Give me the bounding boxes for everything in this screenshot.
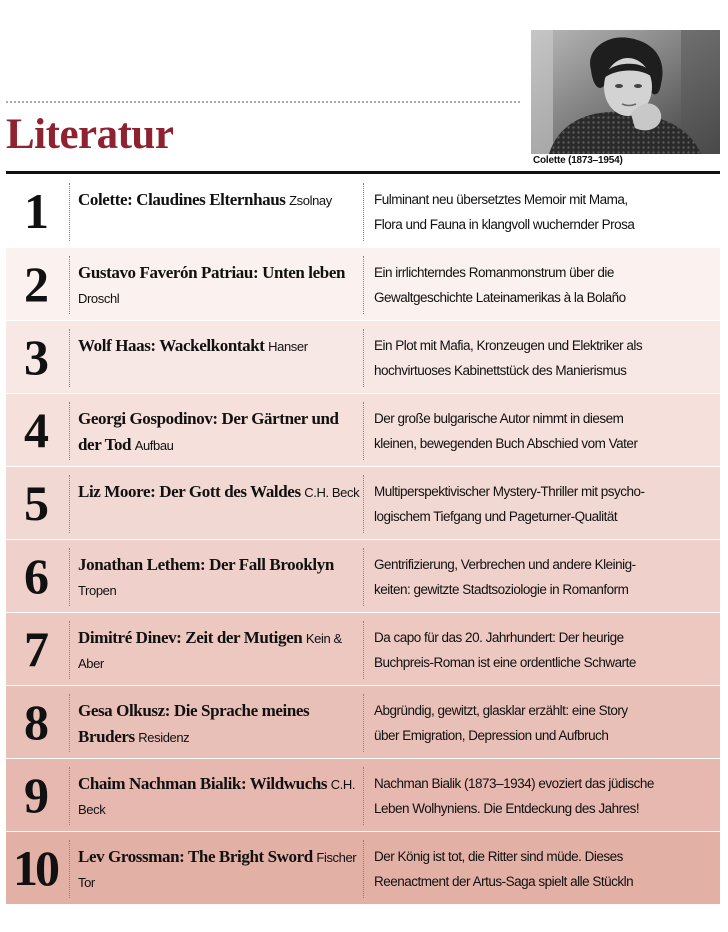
column-divider bbox=[69, 329, 70, 387]
portrait-photo bbox=[531, 30, 720, 154]
book-description bbox=[374, 625, 724, 675]
publisher: Residenz bbox=[138, 730, 190, 745]
column-divider bbox=[363, 548, 364, 606]
book-title bbox=[78, 260, 360, 311]
bestseller-list bbox=[6, 175, 720, 905]
rank-number: 1 bbox=[24, 183, 46, 239]
list-item bbox=[6, 832, 720, 904]
description-line-1: Gentrifizierung, Verbrechen und andere Kleinig- bbox=[374, 557, 636, 572]
description-line-2: Gewaltgeschichte Lateinamerikas à la Bolaño bbox=[374, 290, 626, 305]
column-divider bbox=[69, 402, 70, 460]
description-line-2: logischem Tiefgang und Pageturner-Qualität bbox=[374, 509, 618, 524]
author-title: Gustavo Faverón Patriau: Unten leben bbox=[78, 263, 346, 282]
description-line-1: Fulminant neu übersetztes Memoir mit Mama, bbox=[374, 192, 628, 207]
author-title: Georgi Gospodinov: Der Gärtner und der Tod bbox=[78, 409, 339, 454]
column-divider bbox=[363, 621, 364, 679]
column-divider bbox=[69, 475, 70, 533]
column-divider bbox=[69, 256, 70, 314]
description-line-2: hochvirtuoses Kabinettstück des Manierismus bbox=[374, 363, 627, 378]
description-line-1: Der große bulgarische Autor nimmt in diesem bbox=[374, 411, 624, 426]
rank-number: 8 bbox=[24, 694, 46, 750]
publisher: Fischer Tor bbox=[78, 850, 357, 890]
book-description bbox=[374, 552, 724, 602]
book-description bbox=[374, 844, 724, 894]
book-description bbox=[374, 406, 724, 456]
description-line-2: über Emigration, Depression und Aufbruch bbox=[374, 728, 609, 743]
table-top-rule bbox=[6, 171, 720, 174]
column-divider bbox=[69, 183, 70, 241]
publisher: Hanser bbox=[268, 339, 308, 354]
description-line-2: keiten: gewitzte Stadtsoziologie in Romanform bbox=[374, 582, 629, 597]
publisher: Droschl bbox=[78, 291, 120, 306]
column-divider bbox=[69, 548, 70, 606]
rank-number: 2 bbox=[24, 256, 46, 312]
author-title: Liz Moore: Der Gott des Waldes bbox=[78, 482, 301, 501]
column-divider bbox=[69, 694, 70, 752]
description-line-2: Flora und Fauna in klangvoll wuchernder Prosa bbox=[374, 217, 635, 232]
description-line-2: kleinen, bewegenden Buch Abschied vom Vater bbox=[374, 436, 638, 451]
book-title bbox=[78, 187, 360, 213]
author-title: Gesa Olkusz: Die Sprache meines Bruders bbox=[78, 701, 310, 746]
portrait-caption: Colette (1873–1954) bbox=[533, 155, 623, 166]
column-divider bbox=[69, 621, 70, 679]
column-divider bbox=[363, 256, 364, 314]
rank-number: 6 bbox=[24, 548, 46, 604]
book-title bbox=[78, 479, 360, 505]
description-line-1: Der König ist tot, die Ritter sind müde. Dieses bbox=[374, 849, 623, 864]
list-item bbox=[6, 467, 720, 539]
author-title: Colette: Claudines Elternhaus bbox=[78, 190, 286, 209]
section-title: Literatur bbox=[6, 111, 174, 158]
column-divider bbox=[363, 694, 364, 752]
book-title bbox=[78, 698, 360, 750]
book-description bbox=[374, 479, 724, 529]
book-title bbox=[78, 552, 360, 603]
publisher: Kein & Aber bbox=[78, 631, 342, 671]
publisher: C.H. Beck bbox=[304, 485, 360, 500]
list-item bbox=[6, 540, 720, 612]
author-title: Dimitré Dinev: Zeit der Mutigen bbox=[78, 628, 303, 647]
publisher: Tropen bbox=[78, 583, 117, 598]
author-title: Jonathan Lethem: Der Fall Brooklyn bbox=[78, 555, 334, 574]
book-title bbox=[78, 333, 360, 359]
book-description bbox=[374, 260, 724, 310]
list-item bbox=[6, 686, 720, 758]
book-title bbox=[78, 406, 360, 458]
column-divider bbox=[363, 402, 364, 460]
book-description bbox=[374, 771, 724, 821]
list-item bbox=[6, 248, 720, 320]
rank-number: 4 bbox=[24, 402, 46, 458]
description-line-1: Da capo für das 20. Jahrhundert: Der heurige bbox=[374, 630, 624, 645]
list-item bbox=[6, 175, 720, 247]
column-divider bbox=[363, 767, 364, 825]
list-item bbox=[6, 759, 720, 831]
publisher: Aufbau bbox=[134, 438, 174, 453]
description-line-1: Nachman Bialik (1873–1934) evoziert das jüdische bbox=[374, 776, 654, 791]
description-line-1: Abgründig, gewitzt, glasklar erzählt: eine Story bbox=[374, 703, 628, 718]
dotted-divider bbox=[6, 101, 520, 103]
description-line-1: Ein irrlichterndes Romanmonstrum über die bbox=[374, 265, 614, 280]
column-divider bbox=[363, 329, 364, 387]
rank-number: 5 bbox=[24, 475, 46, 531]
list-item bbox=[6, 613, 720, 685]
rank-number: 10 bbox=[13, 840, 57, 896]
description-line-2: Buchpreis-Roman ist eine ordentliche Schwarte bbox=[374, 655, 636, 670]
book-title bbox=[78, 771, 360, 822]
book-description bbox=[374, 187, 724, 237]
rank-number: 7 bbox=[24, 621, 46, 677]
book-description bbox=[374, 698, 724, 748]
publisher: Zsolnay bbox=[289, 193, 332, 208]
rank-number: 3 bbox=[24, 329, 46, 385]
book-title bbox=[78, 844, 360, 895]
book-description bbox=[374, 333, 724, 383]
list-item bbox=[6, 394, 720, 466]
column-divider bbox=[363, 183, 364, 241]
author-title: Wolf Haas: Wackelkontakt bbox=[78, 336, 265, 355]
book-title bbox=[78, 625, 360, 676]
column-divider bbox=[363, 475, 364, 533]
column-divider bbox=[69, 767, 70, 825]
column-divider bbox=[363, 840, 364, 898]
description-line-2: Leben Wolhyniens. Die Entdeckung des Jahres! bbox=[374, 801, 640, 816]
description-line-1: Multiperspektivischer Mystery-Thriller mit psycho- bbox=[374, 484, 645, 499]
rank-number: 9 bbox=[24, 767, 46, 823]
author-title: Lev Grossman: The Bright Sword bbox=[78, 847, 313, 866]
list-item bbox=[6, 321, 720, 393]
publisher: C.H. Beck bbox=[78, 777, 356, 817]
description-line-2: Reenactment der Artus-Saga spielt alle Stückln bbox=[374, 874, 634, 889]
description-line-1: Ein Plot mit Mafia, Kronzeugen und Elektriker als bbox=[374, 338, 643, 353]
author-title: Chaim Nachman Bialik: Wildwuchs bbox=[78, 774, 328, 793]
column-divider bbox=[69, 840, 70, 898]
